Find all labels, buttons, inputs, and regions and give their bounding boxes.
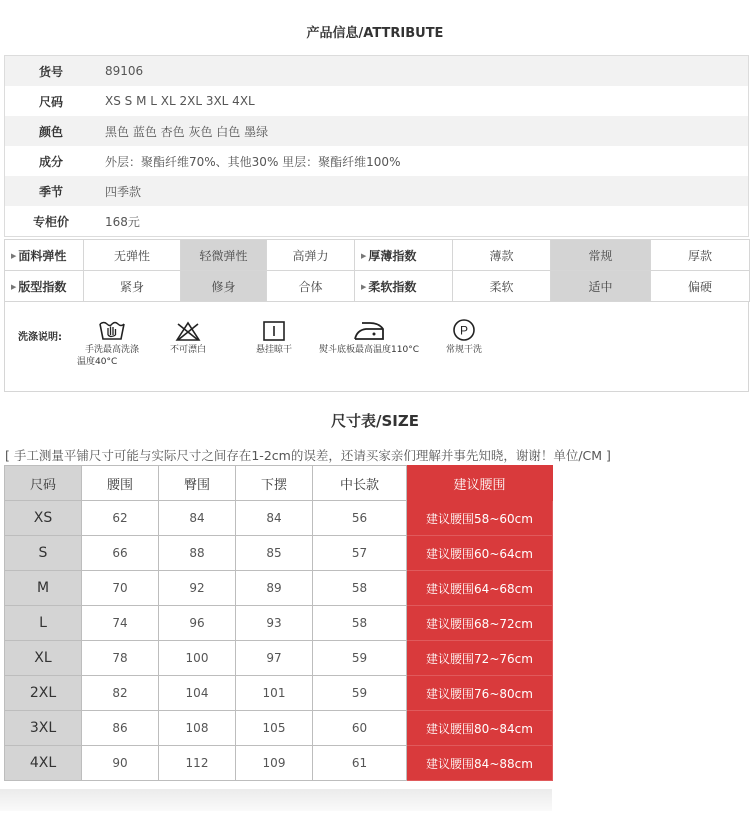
hip-cell: 84 [159, 501, 236, 536]
triangle-right-icon: ▶ [11, 252, 17, 260]
header-length: 中长款 [313, 466, 407, 501]
hem-cell: 93 [236, 606, 313, 641]
scale-option: 厚款 [651, 240, 750, 271]
size-cell: XL [5, 641, 82, 676]
attribute-row [5, 206, 749, 237]
hand-wash-icon [98, 318, 126, 342]
size-cell: S [5, 536, 82, 571]
size-cell: 2XL [5, 676, 82, 711]
table-row [5, 641, 553, 676]
attribute-value: XS S M L XL 2XL 3XL 4XL [97, 86, 749, 116]
table-row [5, 711, 553, 746]
hem-cell: 84 [236, 501, 313, 536]
scale-label-thickness [355, 240, 453, 271]
length-cell: 59 [313, 676, 407, 711]
attribute-value: 89106 [97, 56, 749, 87]
attribute-row [5, 116, 749, 146]
length-cell: 61 [313, 746, 407, 781]
hip-cell: 100 [159, 641, 236, 676]
hem-cell: 85 [236, 536, 313, 571]
hang-dry-icon [262, 320, 286, 342]
scale-option: 适中 [551, 271, 651, 302]
svg-text:P: P [459, 323, 469, 338]
size-note: [ 手工测量平铺尺寸可能与实际尺寸之间存在1-2cm的误差，还请买家亲们理解并事先知晓，谢谢！单位/CM ] [5, 448, 611, 463]
iron-icon [352, 320, 386, 342]
table-row [5, 606, 553, 641]
attribute-key: 尺码 [5, 86, 98, 116]
care-item-no-bleach [163, 320, 213, 356]
scale-label-text: 柔软指数 [368, 279, 417, 294]
care-item-dry-clean [439, 318, 489, 356]
scale-label-text: 厚薄指数 [368, 248, 417, 263]
dry-clean-icon [452, 318, 476, 342]
care-item-hand-wash [77, 318, 147, 368]
length-cell: 59 [313, 641, 407, 676]
waist-cell: 66 [82, 536, 159, 571]
recommended-waist-cell: 建议腰围68~72cm [407, 606, 553, 641]
care-text: 熨斗底板最高温度110°C [319, 345, 419, 355]
header-recommended-waist: 建议腰围 [407, 466, 553, 501]
recommended-waist-cell: 建议腰围60~64cm [407, 536, 553, 571]
hem-cell: 105 [236, 711, 313, 746]
attribute-row [5, 86, 749, 116]
scale-option: 修身 [181, 271, 267, 302]
scale-option: 柔软 [453, 271, 551, 302]
hip-cell: 104 [159, 676, 236, 711]
attribute-value: 168元 [97, 206, 749, 237]
care-text: 温度40°C [77, 357, 118, 367]
waist-cell: 82 [82, 676, 159, 711]
table-row [5, 501, 553, 536]
attribute-row [5, 146, 749, 176]
care-text: 手洗最高洗涤 [84, 345, 139, 355]
recommended-waist-cell: 建议腰围72~76cm [407, 641, 553, 676]
recommended-waist-cell: 建议腰围64~68cm [407, 571, 553, 606]
size-table-header [5, 466, 553, 501]
length-cell: 58 [313, 571, 407, 606]
length-cell: 58 [313, 606, 407, 641]
table-row [5, 746, 553, 781]
header-hip: 臀围 [159, 466, 236, 501]
recommended-waist-cell: 建议腰围84~88cm [407, 746, 553, 781]
scale-option: 轻微弹性 [181, 240, 267, 271]
attribute-value: 四季款 [97, 176, 749, 206]
scale-option: 高弹力 [267, 240, 355, 271]
length-cell: 60 [313, 711, 407, 746]
attribute-key: 货号 [5, 56, 98, 87]
hem-cell: 101 [236, 676, 313, 711]
scale-label-softness [355, 271, 453, 302]
hip-cell: 88 [159, 536, 236, 571]
care-text: 悬挂晾干 [255, 345, 292, 355]
waist-cell: 90 [82, 746, 159, 781]
attribute-row [5, 56, 749, 87]
attribute-section-title: 产品信息/ATTRIBUTE [306, 26, 444, 41]
scale-option: 紧身 [84, 271, 181, 302]
care-label: 洗涤说明: [18, 332, 62, 343]
scale-label-elasticity [5, 240, 84, 271]
hip-cell: 108 [159, 711, 236, 746]
scale-label-text: 面料弹性 [18, 248, 67, 263]
waist-cell: 78 [82, 641, 159, 676]
care-text: 不可漂白 [169, 345, 206, 355]
fabric-scale-table [4, 239, 750, 302]
size-section-title: 尺寸表/SIZE [331, 412, 419, 430]
care-instructions [4, 302, 749, 392]
hip-cell: 92 [159, 571, 236, 606]
size-cell: 4XL [5, 746, 82, 781]
triangle-right-icon: ▶ [11, 283, 17, 291]
attribute-key: 颜色 [5, 116, 98, 146]
recommended-waist-cell: 建议腰围80~84cm [407, 711, 553, 746]
waist-cell: 70 [82, 571, 159, 606]
header-size: 尺码 [5, 466, 82, 501]
size-cell: M [5, 571, 82, 606]
length-cell: 57 [313, 536, 407, 571]
attribute-key: 成分 [5, 146, 98, 176]
scale-option: 薄款 [453, 240, 551, 271]
hem-cell: 109 [236, 746, 313, 781]
attribute-row [5, 176, 749, 206]
triangle-right-icon: ▶ [361, 283, 367, 291]
size-cell: L [5, 606, 82, 641]
header-hem: 下摆 [236, 466, 313, 501]
table-row [5, 571, 553, 606]
waist-cell: 86 [82, 711, 159, 746]
triangle-right-icon: ▶ [361, 252, 367, 260]
attribute-key: 专柜价 [5, 206, 98, 237]
length-cell: 56 [313, 501, 407, 536]
hem-cell: 89 [236, 571, 313, 606]
attribute-table [4, 55, 749, 237]
care-item-hang-dry [249, 320, 299, 356]
care-text: 常规干洗 [445, 345, 482, 355]
size-table [4, 465, 553, 781]
scale-label-fit [5, 271, 84, 302]
scale-row [5, 240, 750, 271]
scale-row [5, 271, 750, 302]
scale-option: 偏硬 [651, 271, 750, 302]
recommended-waist-cell: 建议腰围58~60cm [407, 501, 553, 536]
no-bleach-icon [174, 320, 202, 342]
hip-cell: 112 [159, 746, 236, 781]
care-item-iron [309, 320, 429, 356]
scale-option: 无弹性 [84, 240, 181, 271]
recommended-waist-cell: 建议腰围76~80cm [407, 676, 553, 711]
bottom-shadow [0, 789, 552, 811]
scale-option: 合体 [267, 271, 355, 302]
attribute-key: 季节 [5, 176, 98, 206]
table-row [5, 536, 553, 571]
attribute-value: 黑色 蓝色 杏色 灰色 白色 墨绿 [97, 116, 749, 146]
hem-cell: 97 [236, 641, 313, 676]
hip-cell: 96 [159, 606, 236, 641]
table-row [5, 676, 553, 711]
scale-label-text: 版型指数 [18, 279, 67, 294]
waist-cell: 62 [82, 501, 159, 536]
scale-option: 常规 [551, 240, 651, 271]
header-waist: 腰围 [82, 466, 159, 501]
waist-cell: 74 [82, 606, 159, 641]
size-cell: 3XL [5, 711, 82, 746]
size-cell: XS [5, 501, 82, 536]
attribute-value: 外层：聚酯纤维70%、其他30% 里层：聚酯纤维100% [97, 146, 749, 176]
